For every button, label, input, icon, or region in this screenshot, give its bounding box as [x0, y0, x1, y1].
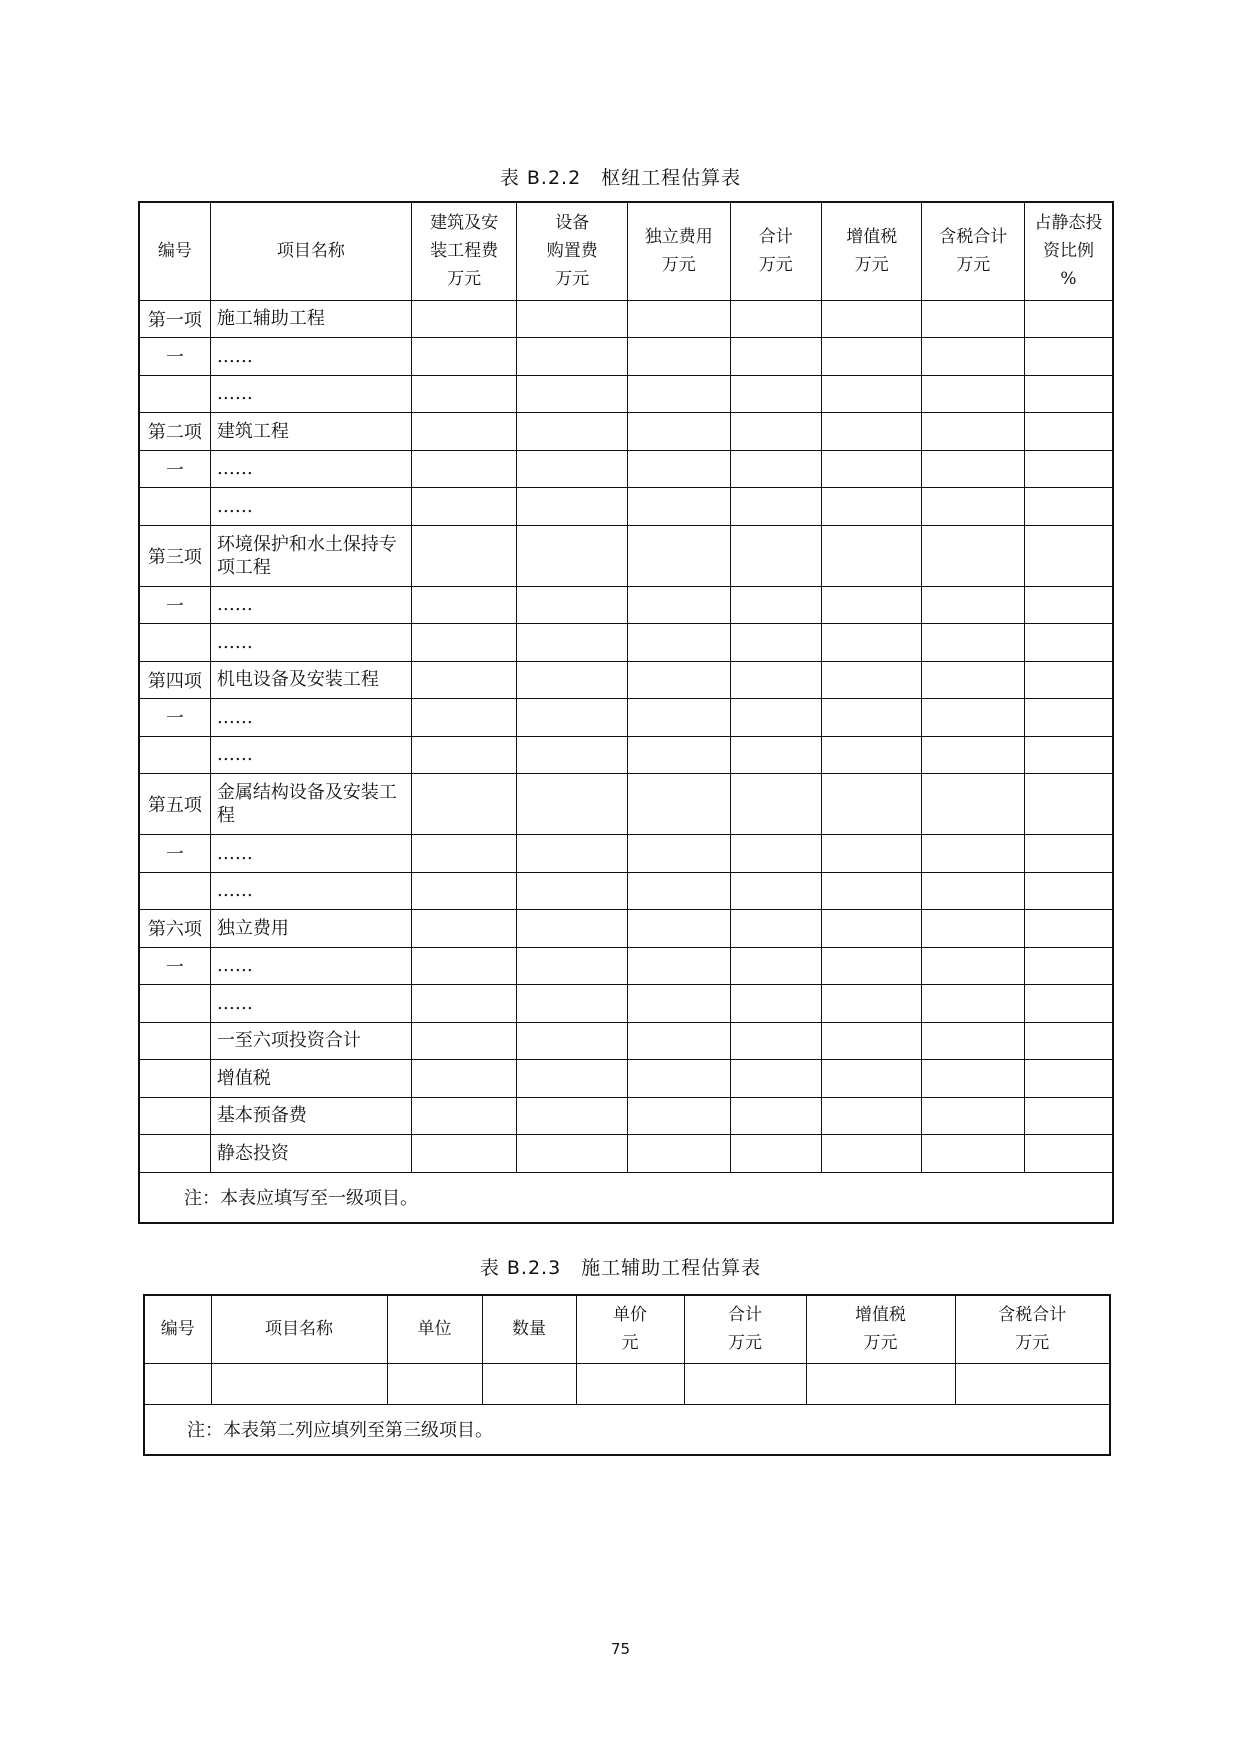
row-number: 一	[139, 586, 210, 624]
empty-cell[interactable]	[730, 985, 821, 1023]
empty-cell[interactable]	[1025, 338, 1114, 376]
row-number: 第六项	[139, 910, 210, 948]
table2-note: 注：本表第二列应填列至第三级项目。	[144, 1404, 1110, 1455]
empty-cell[interactable]	[730, 624, 821, 662]
empty-cell[interactable]	[1025, 736, 1114, 774]
row-item-name: ……	[210, 586, 411, 624]
table-row	[139, 525, 1113, 586]
column-header-line: 单价	[613, 1305, 647, 1326]
empty-cell[interactable]	[1025, 586, 1114, 624]
empty-cell[interactable]	[821, 736, 922, 774]
empty-cell[interactable]	[730, 338, 821, 376]
row-item-name: 建筑工程	[210, 413, 411, 451]
table1-header-row	[139, 202, 1113, 300]
row-number: 一	[139, 835, 210, 873]
empty-cell[interactable]	[684, 1363, 806, 1404]
column-header	[411, 202, 517, 300]
column-header-line: 万元	[758, 255, 793, 276]
page-number: 75	[610, 1640, 631, 1658]
note-row	[139, 1172, 1113, 1223]
empty-cell[interactable]	[411, 586, 517, 624]
row-number	[139, 1097, 210, 1135]
empty-cell[interactable]	[517, 624, 628, 662]
row-number	[139, 736, 210, 774]
column-header-line: 元	[621, 1333, 639, 1354]
empty-cell[interactable]	[730, 774, 821, 835]
empty-cell[interactable]	[144, 1363, 211, 1404]
column-header	[684, 1295, 806, 1363]
row-number	[139, 375, 210, 413]
empty-cell[interactable]	[1025, 661, 1114, 699]
empty-cell[interactable]	[411, 774, 517, 835]
empty-cell[interactable]	[730, 1022, 821, 1060]
empty-cell[interactable]	[730, 375, 821, 413]
empty-cell[interactable]	[955, 1363, 1110, 1404]
empty-cell[interactable]	[821, 872, 922, 910]
empty-cell[interactable]	[922, 774, 1025, 835]
empty-cell[interactable]	[411, 1097, 517, 1135]
row-number: 一	[139, 338, 210, 376]
table-row	[139, 1060, 1113, 1098]
column-header-line: 设备	[555, 213, 590, 234]
empty-cell[interactable]	[517, 300, 628, 338]
empty-cell[interactable]	[806, 1363, 955, 1404]
empty-cell[interactable]	[517, 699, 628, 737]
empty-cell[interactable]	[627, 375, 730, 413]
empty-cell[interactable]	[922, 947, 1025, 985]
table1-title: 表 B.2.2 枢纽工程估算表	[499, 167, 742, 189]
empty-cell[interactable]	[517, 488, 628, 526]
note-row	[144, 1404, 1110, 1455]
empty-cell[interactable]	[411, 413, 517, 451]
row-number	[139, 488, 210, 526]
row-number: 第三项	[139, 525, 210, 586]
column-header-line: 合计	[728, 1305, 762, 1326]
empty-cell[interactable]	[821, 985, 922, 1023]
empty-cell[interactable]	[517, 338, 628, 376]
table-row	[139, 774, 1113, 835]
table-row	[139, 661, 1113, 699]
table-row	[139, 835, 1113, 873]
column-header	[806, 1295, 955, 1363]
table-row	[139, 1135, 1113, 1173]
table2-header-row	[144, 1295, 1110, 1363]
column-header-line: 万元	[661, 255, 696, 276]
empty-cell[interactable]	[517, 1135, 628, 1173]
empty-cell[interactable]	[1025, 1060, 1114, 1098]
column-header	[210, 202, 411, 300]
empty-cell[interactable]	[411, 872, 517, 910]
empty-cell[interactable]	[821, 413, 922, 451]
column-header-line: 项目名称	[276, 241, 345, 262]
empty-cell[interactable]	[517, 450, 628, 488]
empty-cell[interactable]	[627, 985, 730, 1023]
empty-cell[interactable]	[517, 947, 628, 985]
empty-cell[interactable]	[411, 450, 517, 488]
table-row	[139, 586, 1113, 624]
empty-cell[interactable]	[517, 774, 628, 835]
row-item-name: ……	[210, 375, 411, 413]
empty-cell[interactable]	[411, 1060, 517, 1098]
empty-cell[interactable]	[821, 338, 922, 376]
empty-cell[interactable]	[211, 1363, 387, 1404]
empty-cell[interactable]	[411, 985, 517, 1023]
empty-cell[interactable]	[627, 947, 730, 985]
empty-cell[interactable]	[922, 872, 1025, 910]
empty-cell[interactable]	[627, 413, 730, 451]
empty-cell[interactable]	[922, 586, 1025, 624]
empty-cell[interactable]	[1025, 1022, 1114, 1060]
empty-cell[interactable]	[1025, 375, 1114, 413]
empty-cell[interactable]	[821, 699, 922, 737]
row-number	[139, 872, 210, 910]
empty-cell[interactable]	[517, 910, 628, 948]
column-header	[482, 1295, 576, 1363]
table-row	[139, 872, 1113, 910]
empty-cell[interactable]	[922, 1022, 1025, 1060]
row-item-name: 一至六项投资合计	[210, 1022, 411, 1060]
column-header-line: 含税合计	[939, 227, 1008, 248]
table-row	[139, 300, 1113, 338]
empty-cell[interactable]	[517, 1060, 628, 1098]
column-header-line: 购置费	[546, 241, 598, 262]
column-header-line: 万元	[728, 1333, 762, 1354]
empty-cell[interactable]	[482, 1363, 576, 1404]
column-header	[955, 1295, 1110, 1363]
row-item-name: ……	[210, 624, 411, 662]
empty-cell[interactable]	[922, 375, 1025, 413]
empty-cell[interactable]	[922, 338, 1025, 376]
row-item-name: 施工辅助工程	[210, 300, 411, 338]
column-header	[821, 202, 922, 300]
column-header-line: 装工程费	[430, 241, 499, 262]
empty-cell[interactable]	[730, 450, 821, 488]
empty-cell[interactable]	[922, 300, 1025, 338]
column-header-line: 独立费用	[644, 227, 713, 248]
empty-cell[interactable]	[411, 947, 517, 985]
empty-cell[interactable]	[730, 1097, 821, 1135]
empty-cell[interactable]	[411, 1022, 517, 1060]
empty-cell[interactable]	[730, 488, 821, 526]
empty-cell[interactable]	[922, 736, 1025, 774]
column-header-line: 含税合计	[998, 1305, 1067, 1326]
empty-cell[interactable]	[627, 338, 730, 376]
table-row	[139, 699, 1113, 737]
empty-cell[interactable]	[517, 586, 628, 624]
row-item-name: ……	[210, 699, 411, 737]
column-header-line: 项目名称	[265, 1319, 333, 1340]
empty-cell[interactable]	[411, 910, 517, 948]
empty-cell[interactable]	[730, 586, 821, 624]
empty-cell[interactable]	[821, 910, 922, 948]
row-number	[139, 985, 210, 1023]
row-number	[139, 624, 210, 662]
table-row	[144, 1363, 1110, 1404]
table2-body	[144, 1363, 1110, 1455]
empty-cell[interactable]	[1025, 872, 1114, 910]
column-header-line: 编号	[157, 241, 192, 262]
column-header-line: 万元	[863, 1333, 898, 1354]
empty-cell[interactable]	[576, 1363, 684, 1404]
column-header	[922, 202, 1025, 300]
empty-cell[interactable]	[821, 661, 922, 699]
empty-cell[interactable]	[1025, 300, 1114, 338]
row-number: 一	[139, 947, 210, 985]
column-header-line: 万元	[447, 269, 482, 290]
column-header-line: 单位	[417, 1319, 452, 1340]
table-row	[139, 450, 1113, 488]
empty-cell[interactable]	[1025, 774, 1114, 835]
empty-cell[interactable]	[821, 488, 922, 526]
empty-cell[interactable]	[627, 872, 730, 910]
column-header-line: 资比例	[1043, 241, 1094, 262]
row-item-name: ……	[210, 985, 411, 1023]
empty-cell[interactable]	[517, 375, 628, 413]
column-header	[730, 202, 821, 300]
empty-cell[interactable]	[821, 947, 922, 985]
empty-cell[interactable]	[730, 413, 821, 451]
column-header	[387, 1295, 482, 1363]
empty-cell[interactable]	[922, 835, 1025, 873]
column-header-line: 万元	[854, 255, 889, 276]
empty-cell[interactable]	[922, 910, 1025, 948]
row-item-name: 金属结构设备及安装工程	[210, 774, 411, 835]
empty-cell[interactable]	[517, 1022, 628, 1060]
row-number: 一	[139, 699, 210, 737]
pivot-project-estimate-table	[138, 201, 1114, 1224]
empty-cell[interactable]	[627, 1135, 730, 1173]
row-item-name: 静态投资	[210, 1135, 411, 1173]
empty-cell[interactable]	[922, 488, 1025, 526]
empty-cell[interactable]	[922, 1135, 1025, 1173]
empty-cell[interactable]	[627, 910, 730, 948]
empty-cell[interactable]	[821, 1022, 922, 1060]
empty-cell[interactable]	[411, 835, 517, 873]
empty-cell[interactable]	[1025, 1135, 1114, 1173]
empty-cell[interactable]	[1025, 699, 1114, 737]
column-header-line: 合计	[758, 227, 793, 248]
empty-cell[interactable]	[922, 1097, 1025, 1135]
table-row	[139, 910, 1113, 948]
table1-note: 注：本表应填写至一级项目。	[139, 1172, 1113, 1223]
empty-cell[interactable]	[821, 586, 922, 624]
table-row	[139, 736, 1113, 774]
table-row	[139, 338, 1113, 376]
empty-cell[interactable]	[1025, 450, 1114, 488]
table-row	[139, 1022, 1113, 1060]
empty-cell[interactable]	[411, 338, 517, 376]
empty-cell[interactable]	[411, 699, 517, 737]
row-item-name: ……	[210, 872, 411, 910]
empty-cell[interactable]	[627, 699, 730, 737]
empty-cell[interactable]	[730, 1060, 821, 1098]
empty-cell[interactable]	[411, 736, 517, 774]
table-row	[139, 985, 1113, 1023]
row-number: 一	[139, 450, 210, 488]
empty-cell[interactable]	[730, 736, 821, 774]
empty-cell[interactable]	[627, 450, 730, 488]
empty-cell[interactable]	[1025, 413, 1114, 451]
empty-cell[interactable]	[627, 1097, 730, 1135]
empty-cell[interactable]	[627, 1022, 730, 1060]
empty-cell[interactable]	[730, 872, 821, 910]
row-number	[139, 1135, 210, 1173]
column-header	[139, 202, 210, 300]
empty-cell[interactable]	[1025, 910, 1114, 948]
empty-cell[interactable]	[1025, 525, 1114, 586]
column-header-line: 占静态投	[1034, 213, 1103, 234]
empty-cell[interactable]	[821, 774, 922, 835]
column-header-line: 增值税	[846, 227, 898, 248]
table-row	[139, 1097, 1113, 1135]
table1-body	[139, 300, 1113, 1223]
empty-cell[interactable]	[517, 661, 628, 699]
empty-cell[interactable]	[627, 1060, 730, 1098]
empty-cell[interactable]	[411, 525, 517, 586]
empty-cell[interactable]	[821, 1097, 922, 1135]
empty-cell[interactable]	[627, 300, 730, 338]
empty-cell[interactable]	[730, 525, 821, 586]
row-item-name: ……	[210, 450, 411, 488]
empty-cell[interactable]	[922, 450, 1025, 488]
empty-cell[interactable]	[821, 835, 922, 873]
empty-cell[interactable]	[387, 1363, 482, 1404]
column-header-line: 数量	[512, 1319, 546, 1340]
table-row	[139, 624, 1113, 662]
row-number: 第二项	[139, 413, 210, 451]
row-item-name: 环境保护和水土保持专项工程	[210, 525, 411, 586]
row-number: 第四项	[139, 661, 210, 699]
empty-cell[interactable]	[821, 300, 922, 338]
empty-cell[interactable]	[922, 413, 1025, 451]
empty-cell[interactable]	[821, 450, 922, 488]
column-header-line: 建筑及安	[430, 213, 499, 234]
empty-cell[interactable]	[627, 586, 730, 624]
row-number	[139, 1060, 210, 1098]
empty-cell[interactable]	[1025, 947, 1114, 985]
empty-cell[interactable]	[627, 736, 730, 774]
table-row	[139, 947, 1113, 985]
empty-cell[interactable]	[1025, 488, 1114, 526]
empty-cell[interactable]	[411, 624, 517, 662]
row-number	[139, 1022, 210, 1060]
empty-cell[interactable]	[922, 525, 1025, 586]
empty-cell[interactable]	[627, 774, 730, 835]
row-item-name: ……	[210, 947, 411, 985]
construction-auxiliary-estimate-table	[143, 1294, 1111, 1456]
table2-title: 表 B.2.3 施工辅助工程估算表	[479, 1257, 762, 1279]
row-item-name: ……	[210, 835, 411, 873]
row-item-name: ……	[210, 488, 411, 526]
empty-cell[interactable]	[411, 488, 517, 526]
empty-cell[interactable]	[517, 872, 628, 910]
empty-cell[interactable]	[730, 947, 821, 985]
empty-cell[interactable]	[922, 699, 1025, 737]
empty-cell[interactable]	[730, 1135, 821, 1173]
empty-cell[interactable]	[821, 1135, 922, 1173]
row-number: 第一项	[139, 300, 210, 338]
empty-cell[interactable]	[1025, 835, 1114, 873]
column-header-line: 万元	[956, 255, 991, 276]
column-header	[144, 1295, 211, 1363]
column-header-line: %	[1060, 269, 1077, 290]
empty-cell[interactable]	[517, 736, 628, 774]
table-row	[139, 413, 1113, 451]
empty-cell[interactable]	[517, 1097, 628, 1135]
empty-cell[interactable]	[922, 1060, 1025, 1098]
empty-cell[interactable]	[730, 661, 821, 699]
column-header-line: 万元	[555, 269, 590, 290]
column-header	[211, 1295, 387, 1363]
empty-cell[interactable]	[517, 835, 628, 873]
row-item-name: 独立费用	[210, 910, 411, 948]
empty-cell[interactable]	[627, 835, 730, 873]
column-header-line: 增值税	[855, 1305, 906, 1326]
empty-cell[interactable]	[411, 1135, 517, 1173]
column-header	[627, 202, 730, 300]
empty-cell[interactable]	[922, 985, 1025, 1023]
column-header-line: 万元	[1015, 1333, 1050, 1354]
empty-cell[interactable]	[411, 375, 517, 413]
empty-cell[interactable]	[627, 488, 730, 526]
empty-cell[interactable]	[517, 985, 628, 1023]
row-item-name: 增值税	[210, 1060, 411, 1098]
empty-cell[interactable]	[1025, 985, 1114, 1023]
table-row	[139, 375, 1113, 413]
empty-cell[interactable]	[627, 661, 730, 699]
column-header	[517, 202, 628, 300]
empty-cell[interactable]	[821, 525, 922, 586]
empty-cell[interactable]	[730, 835, 821, 873]
empty-cell[interactable]	[922, 624, 1025, 662]
empty-cell[interactable]	[730, 910, 821, 948]
empty-cell[interactable]	[517, 525, 628, 586]
row-item-name: ……	[210, 338, 411, 376]
empty-cell[interactable]	[1025, 1097, 1114, 1135]
row-item-name: 基本预备费	[210, 1097, 411, 1135]
empty-cell[interactable]	[627, 624, 730, 662]
column-header-line: 编号	[160, 1319, 195, 1340]
empty-cell[interactable]	[517, 413, 628, 451]
row-item-name: ……	[210, 736, 411, 774]
empty-cell[interactable]	[821, 375, 922, 413]
empty-cell[interactable]	[730, 300, 821, 338]
table-row	[139, 488, 1113, 526]
empty-cell[interactable]	[821, 624, 922, 662]
empty-cell[interactable]	[411, 300, 517, 338]
empty-cell[interactable]	[627, 525, 730, 586]
row-item-name: 机电设备及安装工程	[210, 661, 411, 699]
column-header	[1025, 202, 1114, 300]
column-header	[576, 1295, 684, 1363]
empty-cell[interactable]	[730, 699, 821, 737]
empty-cell[interactable]	[821, 1060, 922, 1098]
empty-cell[interactable]	[411, 661, 517, 699]
empty-cell[interactable]	[922, 661, 1025, 699]
empty-cell[interactable]	[1025, 624, 1114, 662]
row-number: 第五项	[139, 774, 210, 835]
